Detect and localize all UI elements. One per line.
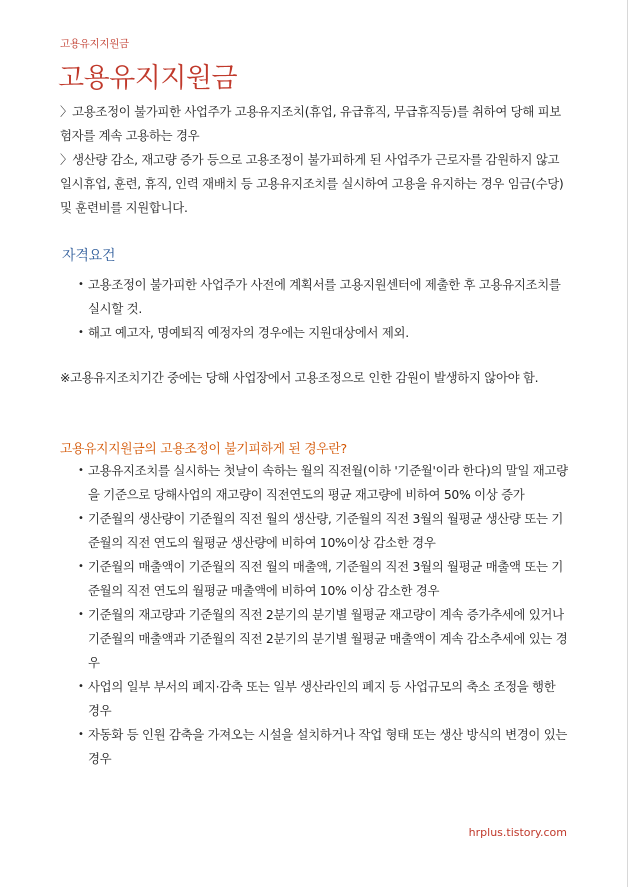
list-item: • 사업의 일부 부서의 폐지·감축 또는 일부 생산라인의 폐지 등 사업규모의 축소 조정을 행한 경우 — [78, 675, 570, 723]
list-item: • 자동화 등 인원 감축을 가져오는 시설을 설치하거나 작업 형태 또는 생산 방식의 변경이 있는 경우 — [78, 723, 570, 771]
list-item: • 해고 예고자, 명예퇴직 예정자의 경우에는 지원대상에서 제외. — [78, 321, 570, 345]
list-item: • 고용유지조치를 실시하는 첫날이 속하는 월의 직전월(이하 '기준월'이라 한다)의 말일 재고량을 기준으로 당해사업의 재고량이 직전연도의 평균 재고량에 비하여 50% 이상 증가 — [78, 459, 570, 507]
intro-paragraph: 〉고용조정이 불가피한 사업주가 고용유지조치(휴업, 유급휴직, 무급휴직등)를 취하여 당해 피보험자를 계속 고용하는 경우 — [60, 104, 561, 143]
list-item: • 기준월의 생산량이 기준월의 직전 월의 생산량, 기준월의 직전 3월의 월평균 생산량 또는 기준월의 직전 연도의 월평균 생산량에 비하여 10%이상 감소한 경우 — [78, 507, 570, 555]
note-text: ※고용유지조치기간 중에는 당해 사업장에서 고용조정으로 인한 감원이 발생하지 않아야 함. — [60, 370, 539, 385]
requirements-heading: 자격요건 — [62, 248, 116, 264]
breadcrumb: 고용유지지원금 — [60, 38, 129, 50]
intro-paragraph: 〉생산량 감소, 재고량 증가 등으로 고용조정이 불가피하게 된 사업주가 근로자를 감원하지 않고 일시휴업, 훈련, 휴직, 인력 재배치 등 고용유지조치를 실시하여 고용을 유지하는 경우 임금(수당) 및 훈련비를 지원합니다. — [60, 152, 564, 215]
criteria-list — [78, 459, 570, 771]
list-item: • 고용조정이 불가피한 사업주가 사전에 계획서를 고용지원센터에 제출한 후 고용유지조치를 실시할 것. — [78, 273, 570, 321]
intro-section — [60, 100, 572, 220]
list-item: • 기준월의 매출액이 기준월의 직전 월의 매출액, 기준월의 직전 3월의 월평균 매출액 또는 기준월의 직전 연도의 월평균 매출액에 비하여 10% 이상 감소한 경우 — [78, 555, 570, 603]
criteria-heading: 고용유지지원금의 고용조정이 불기피하게 된 경우란? — [60, 442, 347, 457]
requirements-list — [78, 273, 570, 345]
footer-site-link[interactable]: hrplus.tistory.com — [468, 826, 567, 839]
page-title: 고용유지지원금 — [58, 63, 238, 94]
list-item: • 기준월의 재고량과 기준월의 직전 2분기의 분기별 월평균 재고량이 계속 증가추세에 있거나 기준월의 매출액과 기준월의 직전 2분기의 분기별 월평균 매출액이 계속 감소추세에 있는 경우 — [78, 603, 570, 675]
